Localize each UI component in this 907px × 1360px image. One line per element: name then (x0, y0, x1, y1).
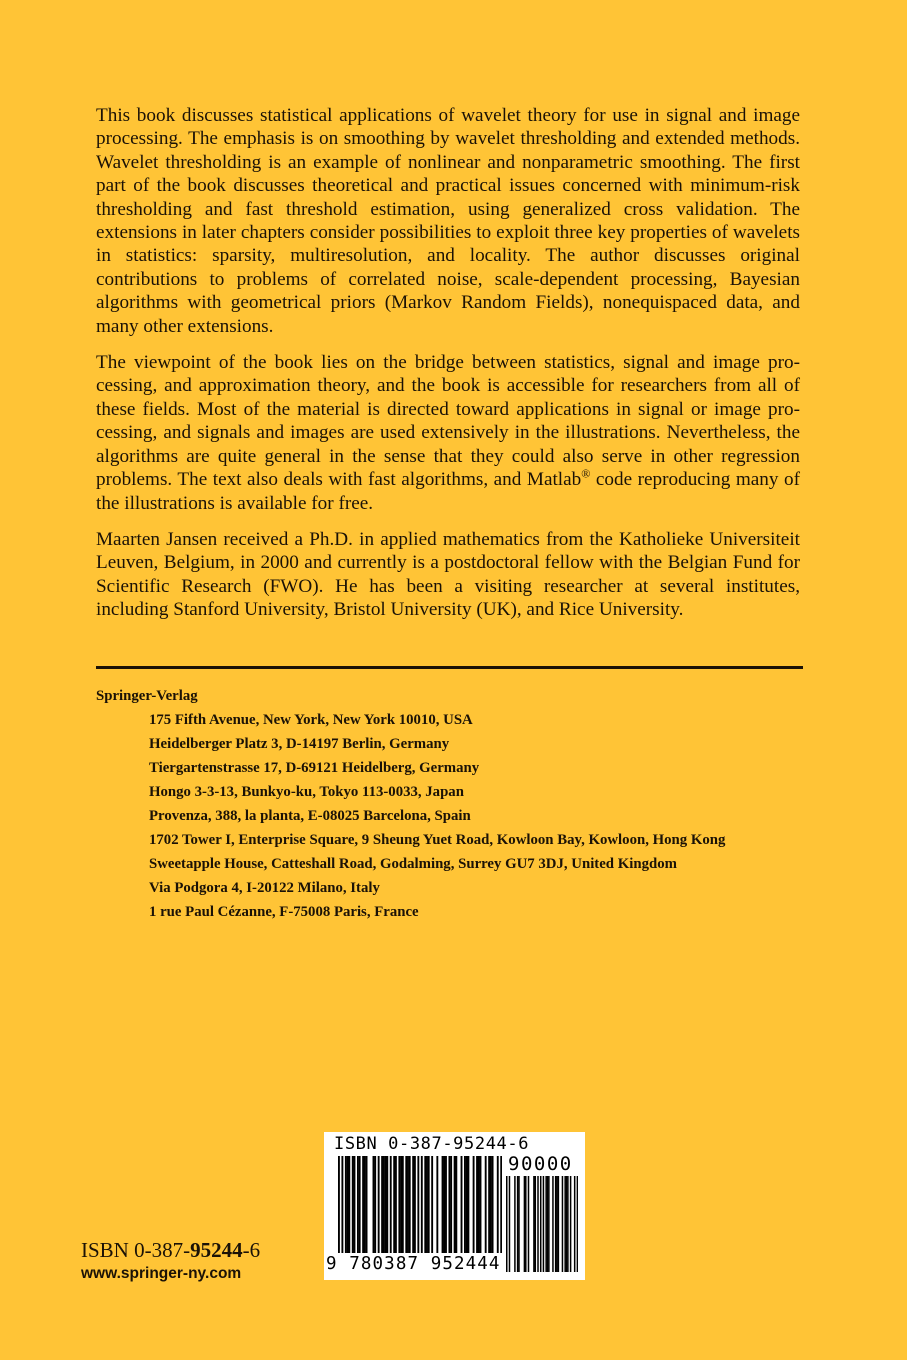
address-godalming: Sweetapple House, Catteshall Road, Godalming, Surrey GU7 3DJ, United Kingdom (149, 856, 677, 872)
barcode-bar (352, 1156, 354, 1254)
barcode-bar (558, 1176, 560, 1272)
barcode-addon-number: 90000 (508, 1153, 573, 1175)
barcode-bar (485, 1156, 487, 1254)
barcode-bar (547, 1176, 549, 1272)
barcode-bar (517, 1176, 519, 1272)
barcode-bar (359, 1156, 361, 1254)
barcode-bar (455, 1156, 457, 1254)
isbn-suffix: -6 (242, 1238, 261, 1262)
barcode-bar (414, 1156, 416, 1254)
barcode-bar (362, 1156, 364, 1254)
barcode-bar (445, 1156, 447, 1254)
address-paris: 1 rue Paul Cézanne, F-75008 Paris, France (149, 904, 419, 920)
barcode-bar (543, 1176, 545, 1272)
barcode-bar (552, 1176, 554, 1272)
barcode-bar (556, 1176, 558, 1272)
barcode-bar (535, 1176, 537, 1272)
barcode-bar (480, 1156, 482, 1254)
barcode-bar (448, 1156, 450, 1254)
author-bio-paragraph: Maarten Jansen received a Ph.D. in applied mathematics from the Katholieke Universiteit Leuven, Belgium, in 2000 and currently is a postdoctoral fellow with the Belgian Fund for Scientific Research (FWO). He has been a visiting researcher at several institutes, including Stanford University, Bristol University (UK), and Rice University. (96, 528, 800, 621)
barcode-bar (537, 1176, 539, 1272)
barcode-bar (514, 1176, 516, 1272)
horizontal-divider (96, 666, 803, 669)
barcode-bar (354, 1156, 356, 1254)
barcode-bar (570, 1176, 572, 1272)
isbn-label (81, 1238, 260, 1262)
barcode-bar (545, 1176, 547, 1272)
barcode-bar (478, 1156, 480, 1254)
barcode-bar (398, 1156, 400, 1254)
barcode-bar (492, 1156, 494, 1254)
barcode (324, 1132, 585, 1280)
barcode-bar (395, 1156, 397, 1254)
address-berlin: Heidelberger Platz 3, D-14197 Berlin, Germany (149, 736, 450, 752)
barcode-bar (555, 1176, 557, 1272)
description-paragraph: This book discusses statistical applications of wavelet theory for use in signal and image processing. The emphasis is on smoothing by wavelet thresholding and extended methods. Wavelet thresholding is an example of nonlinear and nonparametric smoothing. The first part of the book discusses theoretical and practical issues concerned with minimum-risk thresholding and fast threshold estimation, using generalized cross validation. The extensions in later chapters consider possibilities to exploit three key properties of wavelets in statistics: sparsity, multiresolution, and locality. The author discusses original contributions to problems of correlated noise, scale-dependent processing, Bayesian algorithms with geometrical priors (Markov Random Fields), nonequispaced data, and many other extensions. (96, 105, 800, 337)
registered-mark: ® (581, 466, 591, 481)
barcode-bar (548, 1176, 550, 1272)
barcode-bar (407, 1156, 409, 1254)
barcode-bar (518, 1176, 520, 1272)
barcode-bar (509, 1176, 511, 1272)
barcode-bar (488, 1156, 490, 1254)
barcode-bar (421, 1156, 423, 1254)
barcode-bar (402, 1156, 404, 1254)
barcode-bar (409, 1156, 411, 1254)
barcode-bar (506, 1176, 508, 1272)
barcode-bar (454, 1156, 456, 1254)
isbn-prefix: ISBN 0-387- (81, 1238, 191, 1262)
barcode-bar (562, 1176, 564, 1272)
barcode-bar (574, 1176, 576, 1272)
barcode-bar (374, 1156, 376, 1254)
barcode-bar (567, 1176, 569, 1272)
barcode-bar (364, 1156, 366, 1254)
publisher-block (96, 684, 816, 924)
barcode-bar (381, 1156, 383, 1254)
barcode-bar (442, 1156, 444, 1254)
barcode-bar (378, 1156, 380, 1254)
back-cover-blurb (96, 104, 800, 635)
barcode-bar (431, 1156, 433, 1254)
barcode-bar (490, 1156, 492, 1254)
barcode-bar (564, 1176, 566, 1272)
barcode-bar (450, 1156, 452, 1254)
barcode-bar (348, 1156, 350, 1254)
viewpoint-paragraph (96, 351, 800, 515)
address-heidelberg: Tiergartenstrasse 17, D-69121 Heidelberg, Germany (149, 760, 480, 776)
barcode-bar (405, 1156, 407, 1254)
barcode-bar (383, 1156, 385, 1254)
isbn-bold-part: 95244 (190, 1238, 243, 1262)
barcode-bar (467, 1156, 469, 1254)
barcode-bar (461, 1156, 463, 1254)
barcode-bar (412, 1156, 414, 1254)
barcode-bar (533, 1176, 535, 1272)
barcode-bar (464, 1156, 466, 1254)
barcode-bar (347, 1156, 349, 1254)
barcode-bar (357, 1156, 359, 1254)
address-barcelona: Provenza, 388, la planta, E-08025 Barcelona, Spain (149, 808, 471, 824)
barcode-bar (524, 1176, 526, 1272)
barcode-bar (525, 1176, 527, 1272)
barcode-bar (393, 1156, 395, 1254)
address-hong-kong: 1702 Tower I, Enterprise Square, 9 Sheung Yuet Road, Kowloon Bay, Kowloon, Hong Kong (149, 832, 726, 848)
barcode-bar (473, 1156, 475, 1254)
viewpoint-text-start: The viewpoint of the book lies on the bridge between statistics, signal and image processing, and approximation theory, and the book is accessible for researchers from all of these fields. Most of the material is directed toward applications in signal or image processing, and signals and images are used extensively in the illustrations. Nevertheless, the algorithms are quite general in the sense that they could also serve in other regression problems. The text also deals with fast algorithms, and Matlab (96, 352, 800, 491)
barcode-bar (476, 1156, 478, 1254)
address-tokyo: Hongo 3-3-13, Bunkyo-ku, Tokyo 113-0033, Japan (149, 784, 464, 800)
barcode-bar (385, 1156, 387, 1254)
viewpoint-text-end: code reproducing many of the illustrations is available for free. (96, 469, 800, 514)
barcode-bar (424, 1156, 426, 1254)
address-milano: Via Podgora 4, I-20122 Milano, Italy (149, 880, 380, 896)
barcode-bar (366, 1156, 368, 1254)
address-new-york: 175 Fifth Avenue, New York, New York 10010, USA (149, 712, 473, 728)
barcode-bar (345, 1156, 347, 1254)
barcode-addon-bars (506, 1176, 578, 1272)
barcode-bar (577, 1176, 578, 1272)
barcode-bar (566, 1176, 568, 1272)
barcode-bar (428, 1156, 430, 1254)
barcode-bar (443, 1156, 445, 1254)
barcode-bar (436, 1156, 438, 1254)
barcode-bar (528, 1176, 530, 1272)
barcode-bar (373, 1156, 375, 1254)
barcode-bar (390, 1156, 392, 1254)
barcode-ean-number: 9 780387 952444 (326, 1254, 501, 1274)
barcode-isbn-label: ISBN 0-387-95244-6 (334, 1134, 530, 1154)
barcode-bar (426, 1156, 428, 1254)
publisher-name: Springer-Verlag (96, 688, 198, 704)
publisher-website: www.springer-ny.com (81, 1265, 242, 1282)
barcode-bar (466, 1156, 468, 1254)
barcode-bar (400, 1156, 402, 1254)
barcode-bar (540, 1176, 542, 1272)
barcode-bar (417, 1156, 419, 1254)
barcode-bar (386, 1156, 388, 1254)
